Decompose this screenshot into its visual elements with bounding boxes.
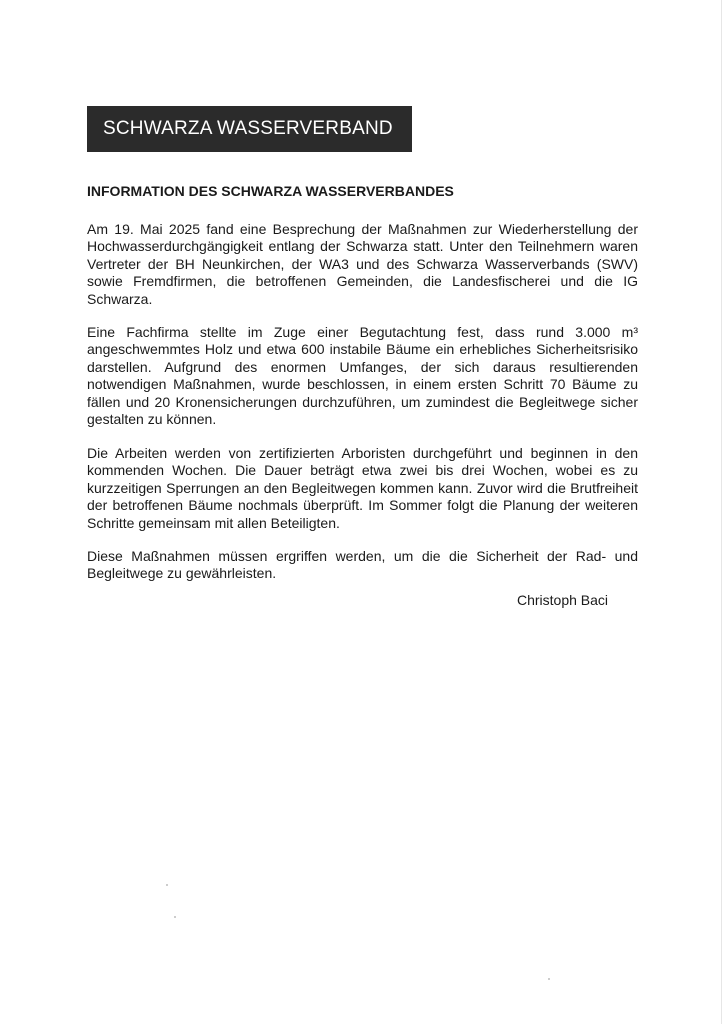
paragraph-meeting: Am 19. Mai 2025 fand eine Besprechung der Maßnahmen zur Wiederherstellung der Hochwasserdurchgängigkeit entlang der Schwarza statt. Unter den Teilnehmern waren Vertreter der BH Neunkirchen, der WA3 und des Schwarza Wasserverbands (SWV) sowie Fremdfirmen, die betroffenen Gemeinden, die Landesfischerei und die IG Schwarza.	[87, 221, 638, 307]
header-banner	[87, 106, 412, 152]
paragraph-works: Die Arbeiten werden von zertifizierten Arboristen durchgeführt und beginnen in den kommenden Wochen. Die Dauer beträgt etwa zwei bis drei Wochen, wobei es zu kurzzeitigen Sperrungen an den Begleitwegen kommen kann. Zuvor wird die Brutfreiheit der betroffenen Bäume nochmals überprüft. Im Sommer folgt die Planung der weiteren Schritte gemeinsam mit allen Beteiligten.	[87, 445, 638, 531]
scan-speck	[548, 978, 550, 980]
document-heading: INFORMATION DES SCHWARZA WASSERVERBANDES	[87, 183, 454, 199]
signature-name: Christoph Baci	[517, 592, 609, 608]
page-edge-line	[721, 0, 722, 1024]
banner-title: SCHWARZA WASSERVERBAND	[103, 118, 393, 139]
scan-speck	[174, 916, 176, 918]
scan-speck	[166, 884, 168, 886]
paragraph-closing: Diese Maßnahmen müssen ergriffen werden, um die die Sicherheit der Rad- und Begleitwege zu gewährleisten.	[87, 548, 638, 582]
paragraph-assessment: Eine Fachfirma stellte im Zuge einer Begutachtung fest, dass rund 3.000 m³ angeschwemmtes Holz und etwa 600 instabile Bäume ein erhebliches Sicherheitsrisiko darstellen. Aufgrund des enormen Umfanges, der sich daraus resultierenden notwendigen Maßnahmen, wurde beschlossen, in einem ersten Schritt 70 Bäume zu fällen und 20 Kronensicherungen durchzuführen, um zumindest die Begleitwege sicher gestalten zu können.	[87, 324, 638, 428]
